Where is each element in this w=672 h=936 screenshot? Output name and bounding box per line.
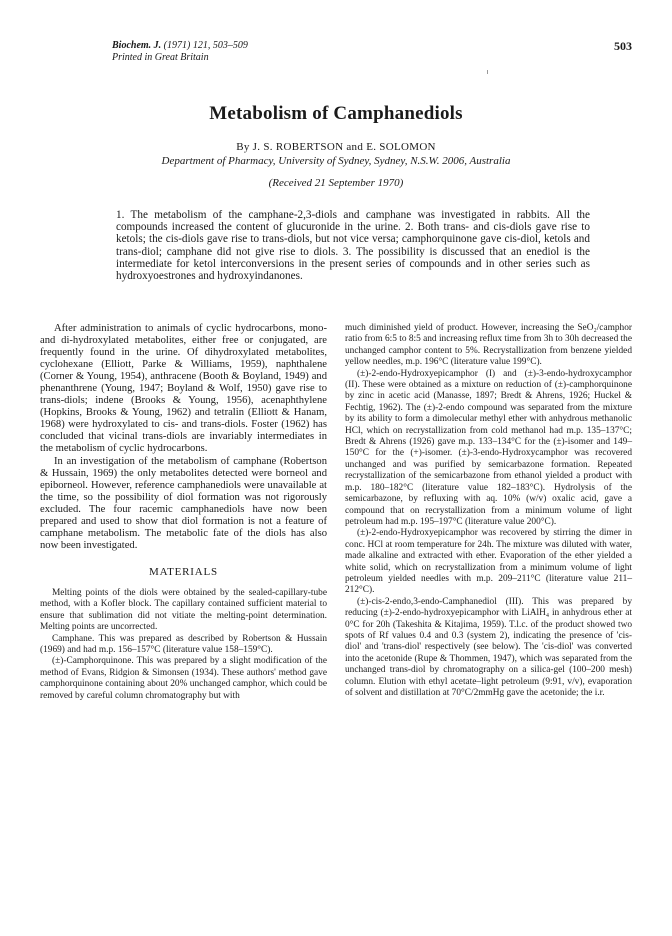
materials-paragraph: Melting points of the diols were obtained by the sealed-capillary-tube method, with a Kofler block. The capillary contained sufficient material to ensure that sublimation did not vitiate the melting-point determination. Melting points are uncorrected.: [40, 587, 327, 633]
left-column: [40, 323, 327, 702]
section-heading: MATERIALS: [149, 565, 218, 578]
author-affiliation: Department of Pharmacy, University of Sydney, Sydney, N.S.W. 2006, Australia: [161, 155, 511, 167]
journal-citation: [112, 40, 248, 52]
page-number: 503: [614, 39, 632, 53]
scan-mark: [487, 70, 488, 74]
article-authors: By J. S. ROBERTSON and E. SOLOMON: [236, 141, 436, 153]
materials-paragraph: Camphane. This was prepared as described by Robertson & Hussain (1969) and had m.p. 156–157°C (literature value 158–159°C).: [40, 633, 327, 655]
materials-paragraph: (±)-Camphorquinone. This was prepared by a slight modification of the method of Evans, Ridgion & Simonsen (1934). These authors' method gave camphorquinone containing about 20% unchanged camphor, which could be removed by careful column chromatography but with: [40, 656, 327, 701]
materials-section: [40, 588, 327, 702]
right-column: [345, 323, 632, 699]
printed-note: Printed in Great Britain: [112, 52, 209, 63]
citation-volume: (1971) 121, 503–509: [163, 40, 248, 51]
received-date: (Received 21 September 1970): [268, 177, 404, 189]
running-header: [112, 40, 248, 64]
article-title: Metabolism of Camphanediols: [209, 103, 463, 124]
body-paragraph: much diminished yield of product. However, increasing the SeO₂/camphor ratio from 6:5 to 8:5 and increasing reflux time from 3h to 30h decreased the unchanged camphor content to 5%. Recrystallization from benzene yielded yellow needles, m.p. 196°C (literature value 199°C).: [345, 323, 632, 368]
body-paragraph: (±)-2-endo-Hydroxyepicamphor (I) and (±)-3-endo-hydroxycamphor (II). These were obtained as a mixture on reduction of (±)-camphorquinone by zinc in acetic acid (Manasse, 1897; Bredt & Ahrens, 1926; Huckel & Fechtig, 1962). The (±)-2-endo compound was separated from the mixture by its ability to form a dimolecular methyl ether with anhydrous methanolic HCl, which on recrystallization from cold methanol had m.p. 135–137°C; Bredt & Ahrens (1926) gave m.p. 133–134°C for the (±)-isomer and 149–150°C for the (+)-isomer. (±)-3-endo-Hydroxycamphor was recovered unchanged and was purified by semicarbazone formation. Repeated recrystallization of the semicarbazone from ethanol yielded a product with m.p. 180–182°C (literature value 182–183°C). Hydrolysis of the semicarbazone, by refluxing with aq. 10% (w/v) oxalic acid, gave a compound that on recrystallization from a minimum volume of light petroleum had m.p. 195–197°C (literature value 200°C).: [345, 368, 632, 527]
body-paragraph: (±)-cis-2-endo,3-endo-Camphanediol (III). This was prepared by reducing (±)-2-endo-hydroxyepicamphor with LiAlH₄ in anhydrous ether at 0°C for 20h (Takeshita & Kitajima, 1959). T.l.c. of the product showed two spots of Rf values 0.4 and 0.3 (system 2), indicating the presence of 'cis-diol' and 'trans-diol' respectively (see below). The 'cis-diol' was converted into the acetonide (Rupe & Thommen, 1947), which was separated from the unchanged trans-diol by chromatography on a silica-gel (100–200 mesh) column. Elution with ethyl acetate–light petroleum (9:91, v/v), evaporation of solvent and distillation at 70°C/2mmHg gave the acetonide; the i.r.: [345, 596, 632, 698]
journal-name: Biochem. J.: [112, 40, 162, 51]
body-paragraph: (±)-2-endo-Hydroxyepicamphor was recovered by stirring the dimer in conc. HCl at room temperature for 24h. The mixture was diluted with water, made alkaline and extracted with ether. Evaporation of the ether yielded a white solid, which on recrystallization from a minimum volume of light petroleum yielded needles with m.p. 209–211°C (literature value 211–212°C).: [345, 528, 632, 596]
intro-paragraph: In an investigation of the metabolism of camphane (Robertson & Hussain, 1969) the only metabolites detected were borneol and epiborneol. However, reference camphanediols were unavailable at the time, so the possibility of diol formation was not rigorously excluded. The four racemic camphanediols have now been prepared and used to show that diol formation is not a feature of camphane metabolism. The metabolic fate of the diols has also now been investigated.: [40, 455, 327, 551]
intro-paragraph: After administration to animals of cyclic hydrocarbons, mono- and di-hydroxylated metabolites, either free or conjugated, are frequently found in the urine. Of dihydroxylated metabolites, cyclohexane (Elliott, Parke & Williams, 1959), naphthalene (Corner & Young, 1954), anthracene (Booth & Boyland, 1949) and phenanthrene (Young, 1947; Boyland & Wolf, 1950) gave rise to trans-diols; indene (Brooks & Young, 1956), acenaphthylene (Hopkins, Brooks & Young, 1962) and tetralin (Elliott & Hanam, 1968) were hydroxylated to cis- and trans-diols. Foster (1962) has concluded that vicinal trans-diols are invariably intermediates in the metabolism of cyclic hydrocarbons.: [40, 323, 327, 455]
abstract: 1. The metabolism of the camphane-2,3-diols and camphane was investigated in rabbits. All the compounds increased the content of glucuronide in the urine. 2. Both trans- and cis-diols gave rise to ketols; the cis-diols gave rise to trans-diols, but not vice versa; camphorquinone gave cis-diol, ketols and trans-diol; camphane did not give rise to diols. 3. The possibility is discussed that an enediol is the intermediate for ketol interconversions in the present series of compounds and in other series such as hydroxyoestrones and hydroxyindanones.: [116, 209, 590, 283]
